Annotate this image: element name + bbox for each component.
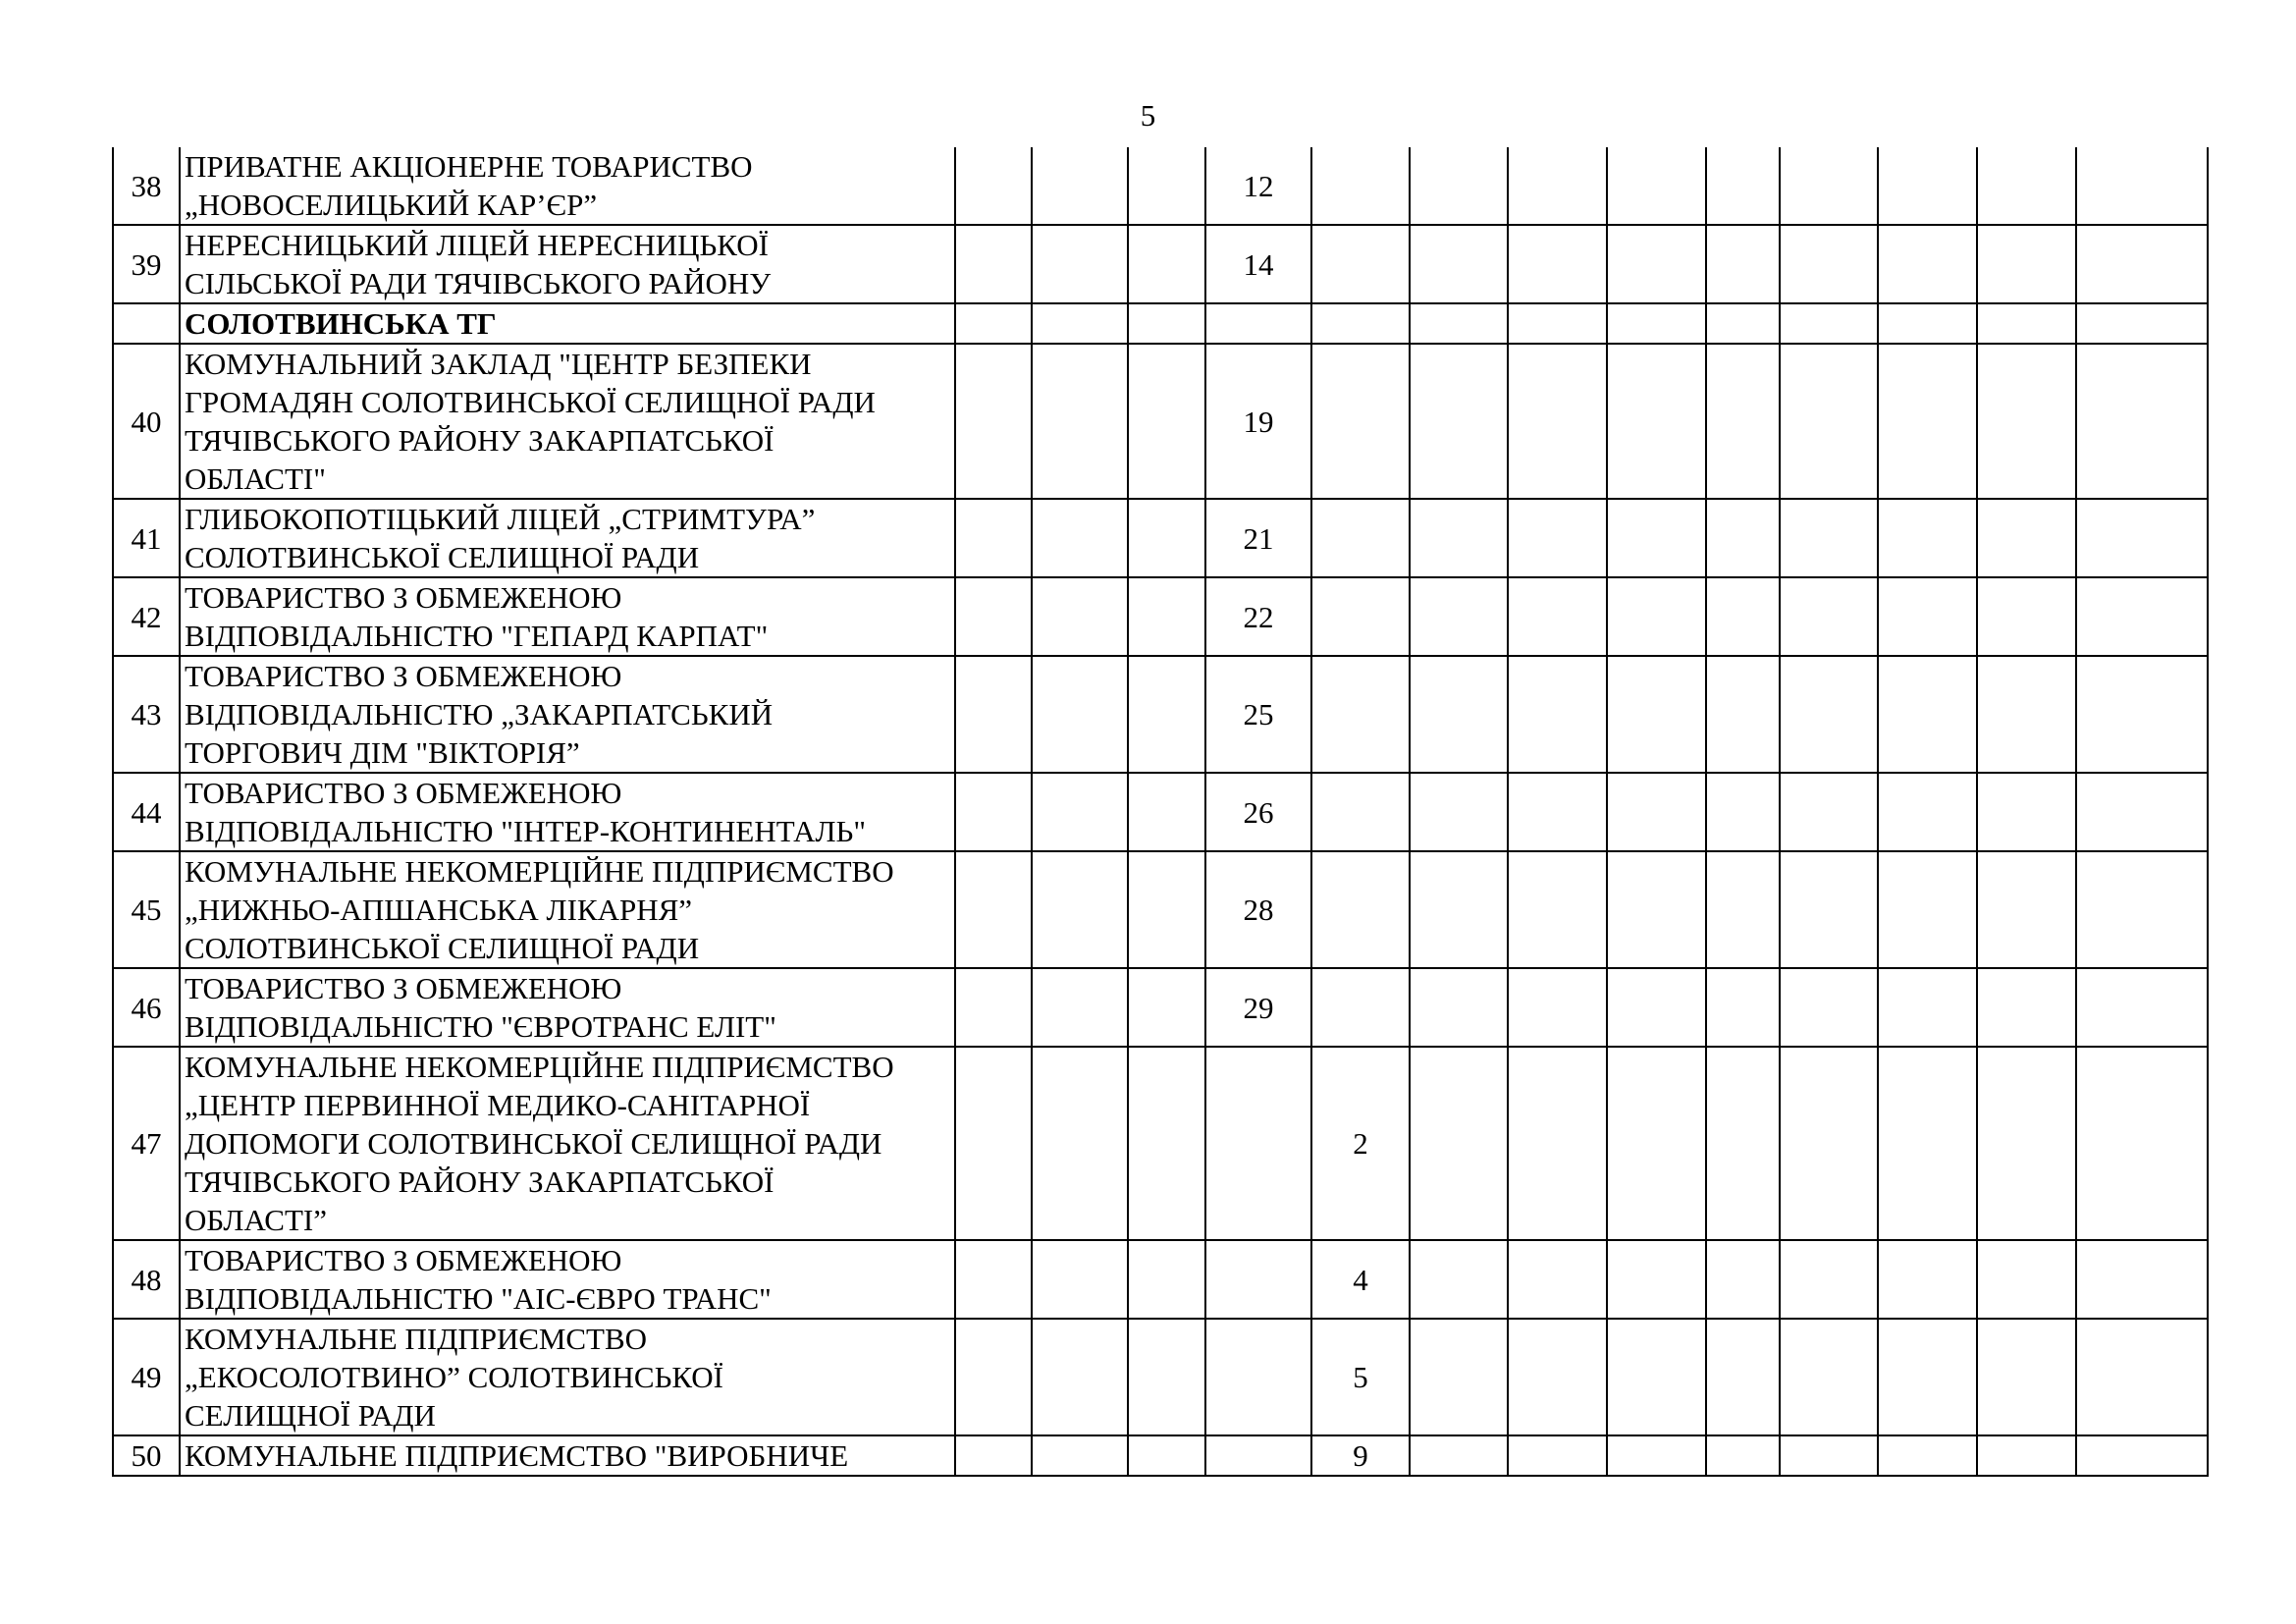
empty-cell [1205,1435,1311,1476]
empty-cell [1311,303,1410,344]
empty-cell [1780,577,1878,656]
empty-cell [955,577,1032,656]
value-cell: 22 [1205,577,1311,656]
table-row [113,577,2208,656]
empty-cell [955,968,1032,1047]
name-line: „НОВОСЕЛИЦЬКИЙ КАР’ЄР” [185,188,598,222]
empty-cell [1032,1319,1128,1435]
value-cell: 12 [1205,147,1311,225]
empty-cell [1508,773,1607,851]
organization-name [180,344,955,499]
name-line: „НИЖНЬО-АПШАНСЬКА ЛІКАРНЯ” [185,893,693,927]
empty-cell [1311,577,1410,656]
empty-cell [1410,1240,1508,1319]
empty-cell [1508,1319,1607,1435]
empty-cell [1128,1319,1205,1435]
empty-cell [955,1319,1032,1435]
empty-cell [1780,1319,1878,1435]
value-cell: 25 [1205,656,1311,773]
empty-cell [1128,344,1205,499]
value-cell: 4 [1311,1240,1410,1319]
organization-name [180,499,955,577]
empty-cell [2076,499,2208,577]
row-number [113,303,180,344]
empty-cell [1780,147,1878,225]
empty-cell [955,499,1032,577]
empty-cell [1128,968,1205,1047]
empty-cell [1706,147,1780,225]
name-line: ТОВАРИСТВО З ОБМЕЖЕНОЮ [185,659,622,693]
table-row [113,225,2208,303]
empty-cell [1607,1047,1706,1240]
empty-cell [1032,1435,1128,1476]
row-number: 46 [113,968,180,1047]
value-cell: 28 [1205,851,1311,968]
name-line: „ЕКОСОЛОТВИНО” СОЛОТВИНСЬКОЇ [185,1360,723,1394]
empty-cell [1410,656,1508,773]
empty-cell [1706,773,1780,851]
name-line: ТОВАРИСТВО З ОБМЕЖЕНОЮ [185,971,622,1005]
empty-cell [1780,225,1878,303]
empty-cell [1607,303,1706,344]
organization-name [180,773,955,851]
name-line: ТЯЧІВСЬКОГО РАЙОНУ ЗАКАРПАТСЬКОЇ [185,1164,774,1199]
value-cell: 19 [1205,344,1311,499]
row-number: 47 [113,1047,180,1240]
name-line: ДОПОМОГИ СОЛОТВИНСЬКОЇ СЕЛИЩНОЇ РАДИ [185,1126,882,1161]
value-cell: 21 [1205,499,1311,577]
value-cell: 26 [1205,773,1311,851]
name-line: ВІДПОВІДАЛЬНІСТЮ "ГЕПАРД КАРПАТ" [185,619,769,653]
empty-cell [1977,1240,2076,1319]
empty-cell [1878,1319,1977,1435]
empty-cell [1706,968,1780,1047]
empty-cell [2076,577,2208,656]
table-row [113,499,2208,577]
table-row [113,1319,2208,1435]
empty-cell [1311,968,1410,1047]
empty-cell [1780,656,1878,773]
table-row [113,1047,2208,1240]
row-number: 44 [113,773,180,851]
empty-cell [1410,851,1508,968]
empty-cell [955,1047,1032,1240]
empty-cell [1780,1240,1878,1319]
empty-cell [1311,499,1410,577]
row-number: 41 [113,499,180,577]
empty-cell [1311,225,1410,303]
empty-cell [1410,344,1508,499]
name-line: ВІДПОВІДАЛЬНІСТЮ "ЄВРОТРАНС ЕЛІТ" [185,1009,776,1044]
table-row [113,656,2208,773]
empty-cell [1977,968,2076,1047]
empty-cell [955,303,1032,344]
empty-cell [1032,499,1128,577]
empty-cell [2076,344,2208,499]
name-line: ТОВАРИСТВО З ОБМЕЖЕНОЮ [185,776,622,810]
empty-cell [1706,1240,1780,1319]
row-number: 48 [113,1240,180,1319]
empty-cell [1410,499,1508,577]
name-line: ГЛИБОКОПОТІЦЬКИЙ ЛІЦЕЙ „СТРИМТУРА” [185,502,816,536]
empty-cell [1128,147,1205,225]
empty-cell [955,225,1032,303]
empty-cell [1878,344,1977,499]
empty-cell [1977,344,2076,499]
empty-cell [1032,344,1128,499]
empty-cell [1607,577,1706,656]
row-number: 43 [113,656,180,773]
empty-cell [1508,1047,1607,1240]
empty-cell [1128,225,1205,303]
organization-name [180,968,955,1047]
empty-cell [1508,303,1607,344]
empty-cell [1878,656,1977,773]
empty-cell [1780,303,1878,344]
empty-cell [1032,656,1128,773]
empty-cell [1508,656,1607,773]
empty-cell [1977,851,2076,968]
empty-cell [1878,499,1977,577]
row-number: 39 [113,225,180,303]
empty-cell [1878,968,1977,1047]
empty-cell [955,851,1032,968]
empty-cell [2076,656,2208,773]
name-line: ТОВАРИСТВО З ОБМЕЖЕНОЮ [185,580,622,615]
empty-cell [1311,147,1410,225]
empty-cell [1607,968,1706,1047]
empty-cell [955,1435,1032,1476]
empty-cell [1607,656,1706,773]
empty-cell [1508,851,1607,968]
empty-cell [1508,968,1607,1047]
name-line: СОЛОТВИНСЬКА ТГ [185,306,497,341]
empty-cell [1878,147,1977,225]
empty-cell [1508,1435,1607,1476]
empty-cell [2076,1240,2208,1319]
section-row [113,303,2208,344]
organization-name [180,851,955,968]
name-line: НЕРЕСНИЦЬКИЙ ЛІЦЕЙ НЕРЕСНИЦЬКОЇ [185,228,769,262]
empty-cell [2076,1047,2208,1240]
empty-cell [1878,851,1977,968]
row-number: 49 [113,1319,180,1435]
empty-cell [1878,577,1977,656]
empty-cell [1410,1319,1508,1435]
empty-cell [1410,1047,1508,1240]
empty-cell [1706,225,1780,303]
name-line: ВІДПОВІДАЛЬНІСТЮ "АІС-ЄВРО ТРАНС" [185,1281,772,1316]
value-cell: 14 [1205,225,1311,303]
name-line: СІЛЬСЬКОЇ РАДИ ТЯЧІВСЬКОГО РАЙОНУ [185,266,772,300]
empty-cell [1128,577,1205,656]
empty-cell [1128,1047,1205,1240]
name-line: КОМУНАЛЬНЕ НЕКОМЕРЦІЙНЕ ПІДПРИЄМСТВО [185,1050,894,1084]
empty-cell [1977,147,2076,225]
name-line: ГРОМАДЯН СОЛОТВИНСЬКОЇ СЕЛИЩНОЇ РАДИ [185,385,876,419]
empty-cell [1780,968,1878,1047]
organizations-table [112,147,2209,1477]
empty-cell [1128,303,1205,344]
empty-cell [1878,1047,1977,1240]
empty-cell [1878,1240,1977,1319]
empty-cell [1706,656,1780,773]
empty-cell [1311,851,1410,968]
empty-cell [955,773,1032,851]
empty-cell [1780,851,1878,968]
empty-cell [2076,303,2208,344]
empty-cell [1205,1240,1311,1319]
empty-cell [1205,1047,1311,1240]
organization-name [180,1047,955,1240]
empty-cell [1780,1435,1878,1476]
empty-cell [1977,1435,2076,1476]
empty-cell [1607,147,1706,225]
empty-cell [1977,1047,2076,1240]
name-line: КОМУНАЛЬНЕ ПІДПРИЄМСТВО "ВИРОБНИЧЕ [185,1438,849,1473]
organization-name [180,1240,955,1319]
empty-cell [2076,147,2208,225]
empty-cell [1607,773,1706,851]
empty-cell [1410,147,1508,225]
name-line: СОЛОТВИНСЬКОЇ СЕЛИЩНОЇ РАДИ [185,540,700,574]
table-row [113,1435,2208,1476]
empty-cell [955,656,1032,773]
empty-cell [955,344,1032,499]
empty-cell [1706,344,1780,499]
row-number: 38 [113,147,180,225]
empty-cell [1032,577,1128,656]
empty-cell [1410,303,1508,344]
empty-cell [1977,656,2076,773]
empty-cell [1410,577,1508,656]
page-number: 5 [1140,98,1156,133]
row-number: 45 [113,851,180,968]
empty-cell [1410,968,1508,1047]
empty-cell [1508,147,1607,225]
empty-cell [1607,1319,1706,1435]
empty-cell [1977,1319,2076,1435]
value-cell: 29 [1205,968,1311,1047]
table-row [113,773,2208,851]
name-line: СОЛОТВИНСЬКОЇ СЕЛИЩНОЇ РАДИ [185,931,700,965]
value-cell: 5 [1311,1319,1410,1435]
organization-name [180,656,955,773]
empty-cell [1706,303,1780,344]
row-number: 42 [113,577,180,656]
table-row [113,1240,2208,1319]
organization-name [180,577,955,656]
empty-cell [1780,499,1878,577]
value-cell: 9 [1311,1435,1410,1476]
table-row [113,344,2208,499]
empty-cell [1878,773,1977,851]
empty-cell [1128,773,1205,851]
empty-cell [1977,225,2076,303]
empty-cell [1508,1240,1607,1319]
empty-cell [1032,1240,1128,1319]
empty-cell [1977,499,2076,577]
empty-cell [1032,851,1128,968]
empty-cell [1607,1240,1706,1319]
empty-cell [1032,1047,1128,1240]
name-line: СЕЛИЩНОЇ РАДИ [185,1398,436,1433]
empty-cell [1607,1435,1706,1476]
name-line: ВІДПОВІДАЛЬНІСТЮ "ІНТЕР-КОНТИНЕНТАЛЬ" [185,814,866,848]
empty-cell [955,147,1032,225]
empty-cell [2076,1435,2208,1476]
empty-cell [1128,851,1205,968]
empty-cell [1780,344,1878,499]
empty-cell [1410,1435,1508,1476]
empty-cell [1706,1435,1780,1476]
name-line: ОБЛАСТІ” [185,1203,327,1237]
table-row [113,968,2208,1047]
empty-cell [1607,344,1706,499]
empty-cell [1780,773,1878,851]
empty-cell [1128,499,1205,577]
section-title [180,303,955,344]
empty-cell [1311,656,1410,773]
empty-cell [1878,225,1977,303]
empty-cell [1706,577,1780,656]
empty-cell [1205,303,1311,344]
name-line: ТОВАРИСТВО З ОБМЕЖЕНОЮ [185,1243,622,1277]
organization-name [180,147,955,225]
empty-cell [1706,1319,1780,1435]
table-row [113,851,2208,968]
empty-cell [1508,499,1607,577]
name-line: КОМУНАЛЬНЕ ПІДПРИЄМСТВО [185,1322,648,1356]
empty-cell [2076,851,2208,968]
name-line: ПРИВАТНЕ АКЦІОНЕРНЕ ТОВАРИСТВО [185,149,753,184]
empty-cell [955,1240,1032,1319]
table-row [113,147,2208,225]
empty-cell [1706,1047,1780,1240]
organization-name [180,1319,955,1435]
empty-cell [2076,1319,2208,1435]
empty-cell [1311,344,1410,499]
name-line: ОБЛАСТІ" [185,461,326,496]
empty-cell [1977,303,2076,344]
name-line: КОМУНАЛЬНЕ НЕКОМЕРЦІЙНЕ ПІДПРИЄМСТВО [185,854,894,889]
empty-cell [1780,1047,1878,1240]
empty-cell [1032,147,1128,225]
empty-cell [1032,773,1128,851]
empty-cell [1607,851,1706,968]
empty-cell [1508,577,1607,656]
row-number: 50 [113,1435,180,1476]
empty-cell [2076,773,2208,851]
empty-cell [1311,773,1410,851]
empty-cell [1128,1240,1205,1319]
empty-cell [1607,499,1706,577]
empty-cell [1032,968,1128,1047]
empty-cell [1878,1435,1977,1476]
empty-cell [1607,225,1706,303]
empty-cell [1128,1435,1205,1476]
empty-cell [1878,303,1977,344]
empty-cell [1977,577,2076,656]
name-line: ВІДПОВІДАЛЬНІСТЮ „ЗАКАРПАТСЬКИЙ [185,697,774,731]
empty-cell [1508,344,1607,499]
empty-cell [1032,225,1128,303]
empty-cell [1205,1319,1311,1435]
empty-cell [1032,303,1128,344]
empty-cell [2076,968,2208,1047]
name-line: ТОРГОВИЧ ДІМ "ВІКТОРІЯ” [185,735,580,770]
empty-cell [1706,499,1780,577]
empty-cell [2076,225,2208,303]
name-line: КОМУНАЛЬНИЙ ЗАКЛАД "ЦЕНТР БЕЗПЕКИ [185,347,812,381]
empty-cell [1508,225,1607,303]
name-line: „ЦЕНТР ПЕРВИННОЇ МЕДИКО-САНІТАРНОЇ [185,1088,811,1122]
empty-cell [1977,773,2076,851]
empty-cell [1128,656,1205,773]
empty-cell [1706,851,1780,968]
value-cell: 2 [1311,1047,1410,1240]
organization-name [180,1435,955,1476]
organization-name [180,225,955,303]
name-line: ТЯЧІВСЬКОГО РАЙОНУ ЗАКАРПАТСЬКОЇ [185,423,774,458]
empty-cell [1410,773,1508,851]
row-number: 40 [113,344,180,499]
empty-cell [1410,225,1508,303]
